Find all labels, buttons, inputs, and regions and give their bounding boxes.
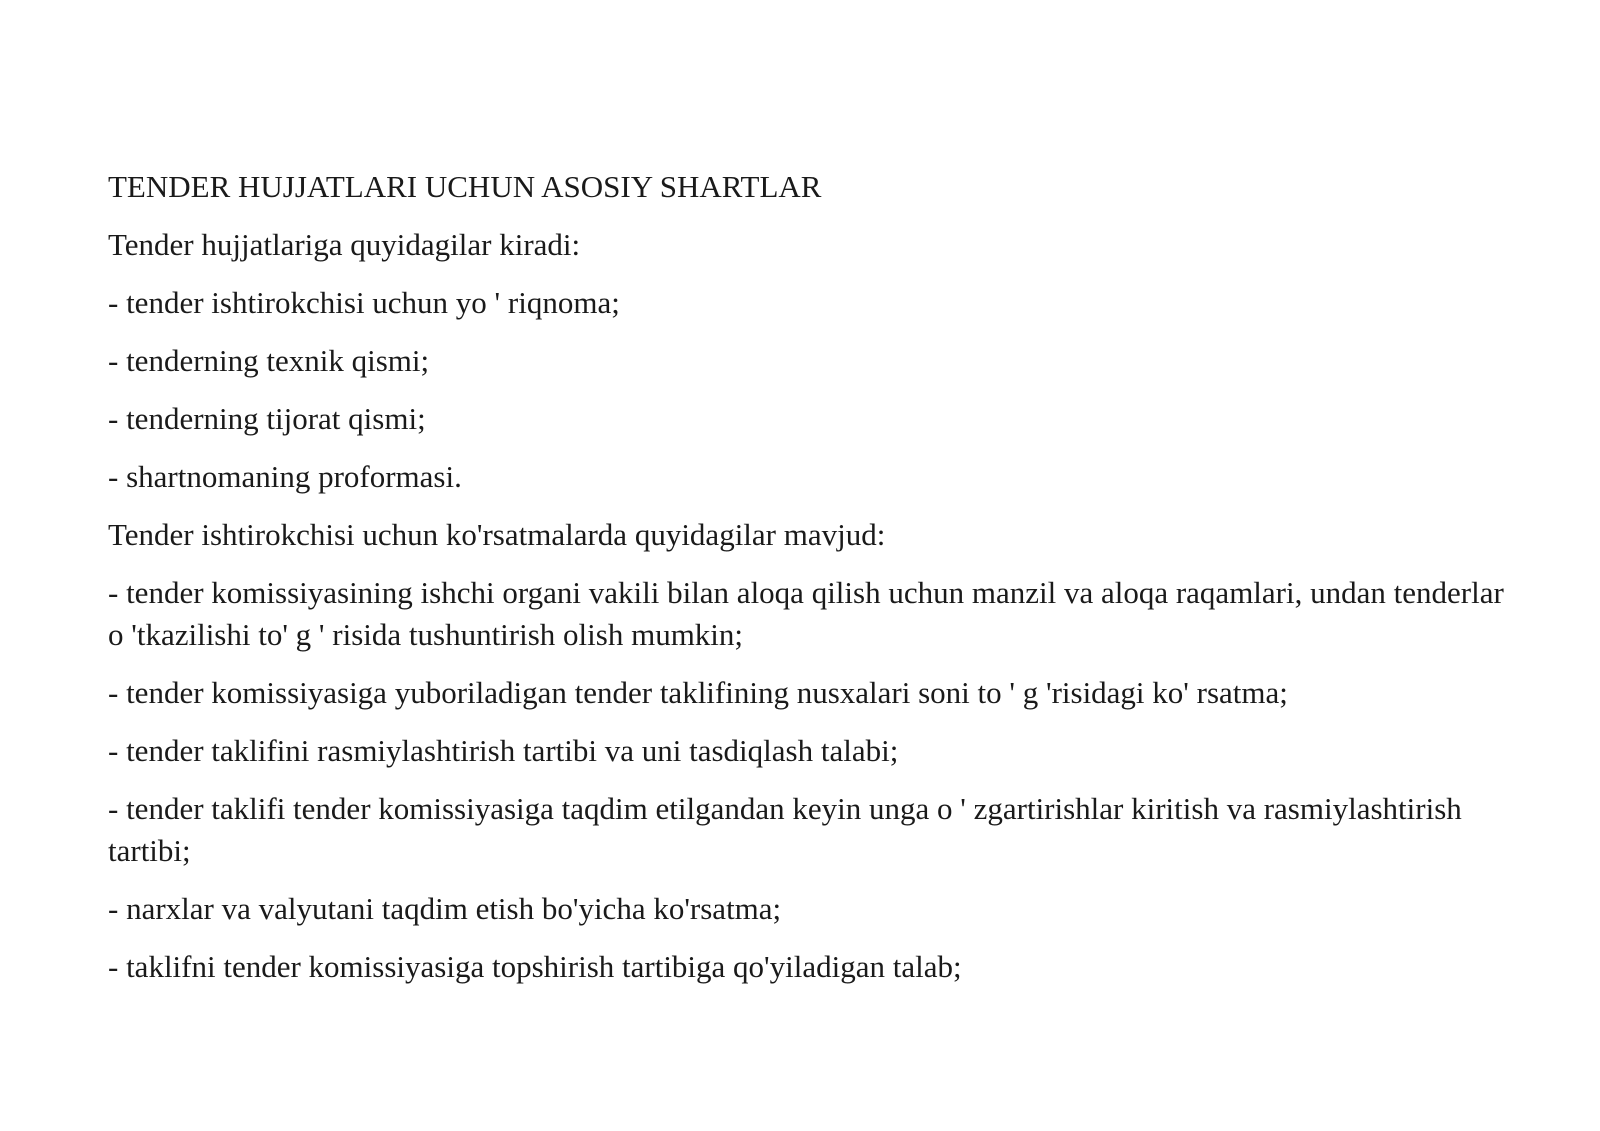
list-item: - narxlar va valyutani taqdim etish bo'yicha ko'rsatma; [108,891,782,926]
list-item: - tender komissiyasining ishchi organi vakili bilan aloqa qilish uchun manzil va aloqa raqamlari, undan tenderlar o 'tkazilishi to' g ' risida tushuntirish olish mumkin; [108,575,1504,652]
document-title: TENDER HUJJATLARI UCHUN ASOSIY SHARTLAR [108,169,822,204]
paragraph-instructions: Tender ishtirokchisi uchun ko'rsatmalarda quyidagilar mavjud: [108,517,886,552]
list-item: - shartnomaning proformasi. [108,459,462,494]
document-body [108,166,1508,1004]
list-item: - tender komissiyasiga yuboriladigan tender taklifining nusxalari soni to ' g 'risidagi ko' rsatma; [108,675,1288,710]
list-item: - tenderning texnik qismi; [108,343,430,378]
list-item: - tenderning tijorat qismi; [108,401,426,436]
list-item: - tender ishtirokchisi uchun yo ' riqnoma; [108,285,620,320]
list-item: - tender taklifini rasmiylashtirish tartibi va uni tasdiqlash talabi; [108,733,899,768]
paragraph-intro: Tender hujjatlariga quyidagilar kiradi: [108,227,581,262]
list-item: - taklifni tender komissiyasiga topshirish tartibiga qo'yiladigan talab; [108,949,962,984]
list-item: - tender taklifi tender komissiyasiga taqdim etilgandan keyin unga o ' zgartirishlar kiritish va rasmiylashtirish tartibi; [108,791,1462,868]
